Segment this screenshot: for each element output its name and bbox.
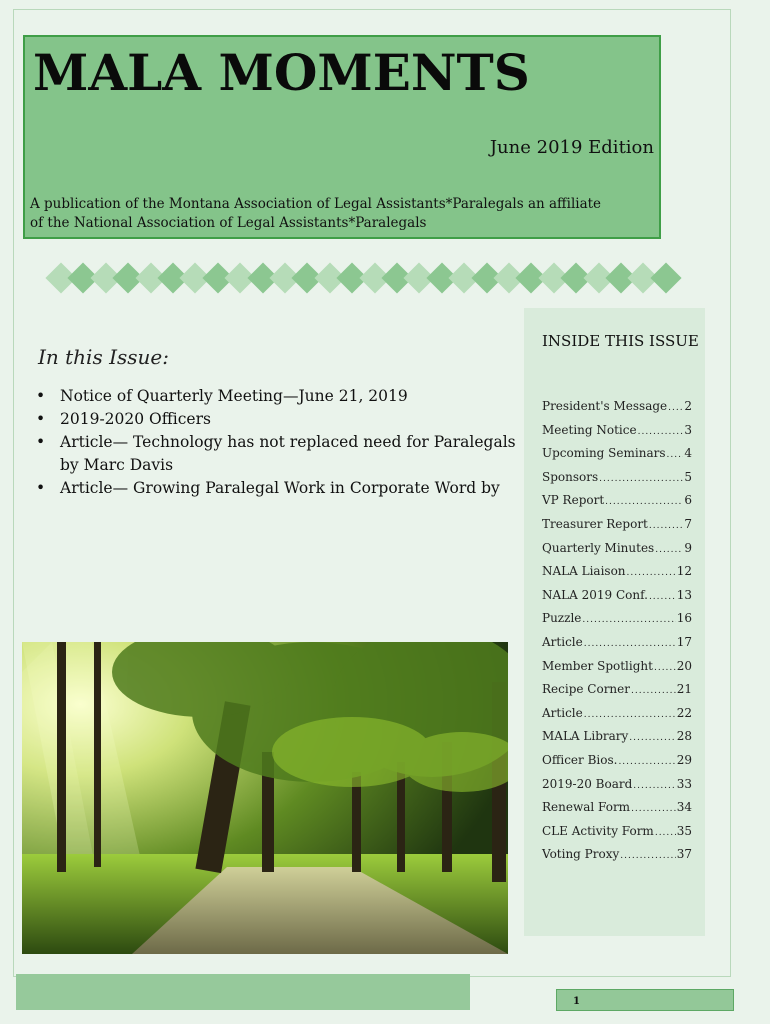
toc-entry-page: 3 — [684, 422, 692, 437]
toc-entry-label: VP Report — [542, 493, 605, 508]
toc-entry-label: Recipe Corner — [542, 682, 631, 697]
diamond-ornament — [650, 262, 681, 293]
toc-entry-label: Voting Proxy — [542, 847, 620, 862]
toc-entry-label: Article — [542, 705, 583, 720]
inside-this-issue-sidebar — [524, 308, 705, 936]
in-this-issue-list — [60, 385, 520, 500]
issue-item: • Article— Technology has not replaced need for Paralegals by Marc Davis — [60, 431, 520, 477]
toc-entry — [542, 682, 692, 706]
toc-dot-leader — [638, 427, 684, 437]
toc-entry-label: NALA 2019 Conf. — [542, 587, 648, 602]
toc-entry-label: Upcoming Seminars — [542, 446, 666, 461]
toc-entry-page: 6 — [684, 493, 692, 508]
toc-entry-page: 17 — [676, 634, 692, 649]
toc-dot-leader — [618, 757, 675, 767]
forest-road-photo — [22, 642, 508, 954]
toc-entry-page: 35 — [676, 823, 692, 838]
toc-entry-label: CLE Activity Form — [542, 823, 654, 838]
toc-entry-page: 29 — [676, 752, 692, 767]
toc-entry — [542, 517, 692, 541]
toc-entry-label: Puzzle — [542, 611, 582, 626]
toc-dot-leader — [582, 615, 675, 625]
toc-entry-label: MALA Library — [542, 729, 629, 744]
toc-entry-label: Sponsors — [542, 469, 599, 484]
toc-entry-page: 37 — [676, 847, 692, 862]
toc-entry — [542, 564, 692, 588]
toc-dot-leader — [667, 450, 684, 460]
toc-entry-page: 21 — [676, 682, 692, 697]
toc-entry — [542, 753, 692, 777]
issue-item: • Article— Growing Paralegal Work in Corporate Word by — [60, 477, 520, 500]
toc-entry — [542, 446, 692, 470]
toc-dot-leader — [599, 474, 683, 484]
toc-entry-page: 12 — [676, 564, 692, 579]
diamond-divider — [50, 262, 680, 294]
toc-entry-label: Member Spotlight — [542, 658, 653, 673]
toc-entry-page: 28 — [676, 729, 692, 744]
toc-entry-label: Meeting Notice — [542, 422, 637, 437]
toc-dot-leader — [655, 828, 676, 838]
in-this-issue-heading: In this Issue: — [38, 345, 169, 369]
sidebar-title: INSIDE THIS ISSUE — [542, 332, 699, 350]
page-number-box — [556, 989, 734, 1011]
toc-entry-page: 9 — [684, 540, 692, 555]
toc-dot-leader — [649, 592, 676, 602]
toc-entry — [542, 470, 692, 494]
toc-entry-label: Treasurer Report — [542, 516, 648, 531]
toc-entry-label: Article — [542, 634, 583, 649]
toc-entry-page: 4 — [684, 446, 692, 461]
toc-dot-leader — [655, 545, 683, 555]
toc-dot-leader — [605, 497, 683, 507]
toc-entry-page: 20 — [676, 658, 692, 673]
toc-entry-page: 7 — [684, 516, 692, 531]
toc-entry — [542, 541, 692, 565]
toc-entry-page: 16 — [676, 611, 692, 626]
toc-dot-leader — [654, 663, 676, 673]
toc-dot-leader — [631, 804, 676, 814]
toc-dot-leader — [649, 521, 683, 531]
toc-entry — [542, 800, 692, 824]
toc-entry — [542, 635, 692, 659]
toc-entry-label: 2019-20 Board — [542, 776, 633, 791]
publication-statement — [30, 195, 650, 233]
toc-entry-label: Officer Bios. — [542, 752, 618, 767]
table-of-contents — [542, 399, 692, 871]
publication-line-2: of the National Association of Legal Assistants*Paralegals — [30, 215, 427, 231]
toc-dot-leader — [668, 403, 683, 413]
newsletter-title: MALA MOMENTS — [33, 43, 530, 102]
toc-entry — [542, 706, 692, 730]
edition-label: June 2019 Edition — [489, 137, 654, 158]
toc-dot-leader — [633, 781, 675, 791]
issue-item: • 2019-2020 Officers — [60, 408, 520, 431]
toc-entry-page: 2 — [684, 399, 692, 413]
toc-dot-leader — [584, 710, 676, 720]
toc-entry-label: Renewal Form — [542, 800, 631, 815]
footer-bar — [16, 974, 470, 1010]
toc-dot-leader — [627, 568, 676, 578]
toc-entry-page: 13 — [676, 587, 692, 602]
toc-entry-page: 22 — [676, 705, 692, 720]
toc-dot-leader — [620, 851, 675, 861]
issue-item: • Notice of Quarterly Meeting—June 21, 2019 — [60, 385, 520, 408]
toc-entry-page: 5 — [684, 469, 692, 484]
masthead-banner — [23, 35, 661, 239]
toc-entry — [542, 423, 692, 447]
toc-entry — [542, 729, 692, 753]
toc-entry — [542, 588, 692, 612]
toc-entry — [542, 847, 692, 871]
toc-dot-leader — [584, 639, 676, 649]
publication-line-1: A publication of the Montana Association of Legal Assistants*Paralegals an affiliate — [30, 196, 602, 212]
toc-entry — [542, 399, 692, 423]
toc-entry-page: 34 — [676, 800, 692, 815]
toc-entry-label: NALA Liaison — [542, 564, 626, 579]
toc-entry — [542, 611, 692, 635]
toc-dot-leader — [629, 733, 675, 743]
toc-entry — [542, 824, 692, 848]
toc-entry-label: Quarterly Minutes — [542, 540, 655, 555]
toc-entry — [542, 493, 692, 517]
toc-entry-page: 33 — [676, 776, 692, 791]
toc-dot-leader — [631, 686, 676, 696]
toc-entry-label: President's Message — [542, 399, 668, 413]
toc-entry — [542, 659, 692, 683]
toc-entry — [542, 777, 692, 801]
page-number: 1 — [573, 996, 580, 1007]
